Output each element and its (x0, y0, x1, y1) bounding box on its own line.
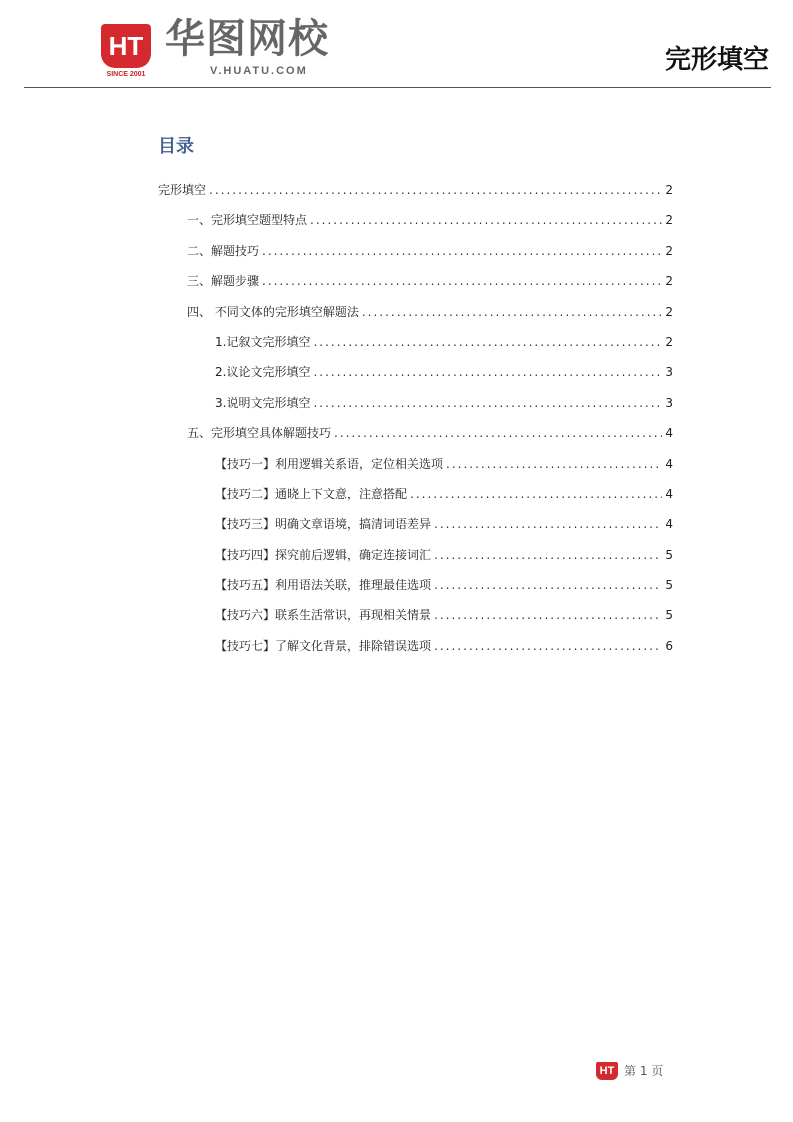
toc-entry-label: 1.记叙文完形填空 (215, 334, 311, 349)
toc-entry[interactable] (158, 425, 673, 455)
toc-entry-page: 2 (665, 213, 673, 228)
page-footer (596, 1062, 663, 1080)
logo-shield-icon: HT (101, 24, 151, 68)
toc-entry[interactable] (158, 547, 673, 577)
toc-entry-page: 2 (665, 243, 673, 258)
toc-entry-label: 一、完形填空题型特点 (187, 213, 308, 228)
footer-logo-icon: HT (596, 1062, 618, 1080)
toc-entry[interactable] (158, 182, 673, 212)
toc-entry-page: 2 (665, 334, 673, 349)
toc-entry-page: 5 (665, 608, 673, 623)
toc-leader-dots (313, 364, 662, 380)
toc-entry-label: 3.说明文完形填空 (215, 395, 311, 410)
toc-leader-dots (334, 425, 662, 441)
toc-entry-label: 二、解题技巧 (187, 243, 260, 258)
toc-entry-page: 2 (665, 183, 673, 197)
toc-entry-page: 5 (665, 547, 673, 562)
toc-entry[interactable] (158, 577, 673, 607)
toc-entry[interactable] (158, 273, 673, 303)
toc-leader-dots (262, 243, 662, 259)
toc-entry-label: 【技巧五】利用语法关联，推理最佳选项 (215, 578, 432, 593)
toc-entry-page: 3 (665, 365, 673, 380)
toc-leader-dots (313, 395, 662, 411)
logo-since: SINCE 2001 (106, 71, 146, 78)
toc-entry-page: 4 (665, 426, 673, 441)
toc-entry-label: 五、完形填空具体解题技巧 (187, 426, 332, 441)
toc-entry-label: 【技巧七】了解文化背景，排除错误选项 (215, 638, 432, 653)
toc-entry-page: 4 (665, 517, 673, 532)
toc-leader-dots (434, 638, 662, 654)
toc-entry-label: 【技巧一】利用逻辑关系语，定位相关选项 (215, 456, 444, 471)
table-of-contents (158, 182, 673, 668)
toc-leader-dots (434, 516, 662, 532)
toc-entry[interactable] (158, 364, 673, 394)
toc-entry-page: 2 (665, 304, 673, 319)
toc-entry[interactable] (158, 212, 673, 242)
toc-entry-label: 【技巧三】明确文章语境，搞清词语差异 (215, 517, 432, 532)
toc-entry[interactable] (158, 304, 673, 334)
toc-entry-label: 四、 不同文体的完形填空解题法 (187, 304, 359, 319)
toc-leader-dots (310, 212, 662, 228)
toc-leader-dots (410, 486, 662, 502)
toc-title: 目录 (158, 136, 194, 157)
toc-entry-label: 【技巧六】联系生活常识，再现相关情景 (215, 608, 432, 623)
toc-entry[interactable] (158, 456, 673, 486)
toc-entry-label: 【技巧二】通晓上下文意，注意搭配 (215, 486, 408, 501)
huatu-logo (101, 24, 151, 80)
toc-entry-page: 3 (665, 395, 673, 410)
brand-name: 华图网校 (165, 17, 329, 61)
toc-entry-label: 三、解题步骤 (187, 274, 260, 289)
toc-entry-page: 5 (665, 578, 673, 593)
header-title: 完形填空 (664, 44, 769, 74)
toc-entry-label: 【技巧四】探究前后逻辑，确定连接词汇 (215, 547, 432, 562)
toc-entry[interactable] (158, 395, 673, 425)
toc-leader-dots (209, 182, 662, 198)
toc-entry[interactable] (158, 607, 673, 637)
toc-entry[interactable] (158, 243, 673, 273)
toc-entry[interactable] (158, 516, 673, 546)
toc-leader-dots (434, 577, 662, 593)
toc-leader-dots (313, 334, 662, 350)
toc-entry[interactable] (158, 486, 673, 516)
toc-leader-dots (434, 547, 662, 563)
toc-entry-label: 完形填空 (158, 183, 207, 197)
toc-leader-dots (446, 456, 662, 472)
brand-url: V.HUATU.COM (210, 65, 308, 77)
toc-entry-page: 4 (665, 456, 673, 471)
toc-entry[interactable] (158, 334, 673, 364)
page-number: 第 1 页 (624, 1064, 664, 1078)
toc-entry-page: 6 (665, 638, 673, 653)
toc-entry-label: 2.议论文完形填空 (215, 365, 311, 380)
toc-entry[interactable] (158, 638, 673, 668)
header-divider (24, 87, 771, 88)
toc-leader-dots (434, 607, 662, 623)
toc-entry-page: 2 (665, 274, 673, 289)
toc-leader-dots (262, 273, 662, 289)
toc-entry-page: 4 (665, 486, 673, 501)
toc-leader-dots (362, 304, 663, 320)
